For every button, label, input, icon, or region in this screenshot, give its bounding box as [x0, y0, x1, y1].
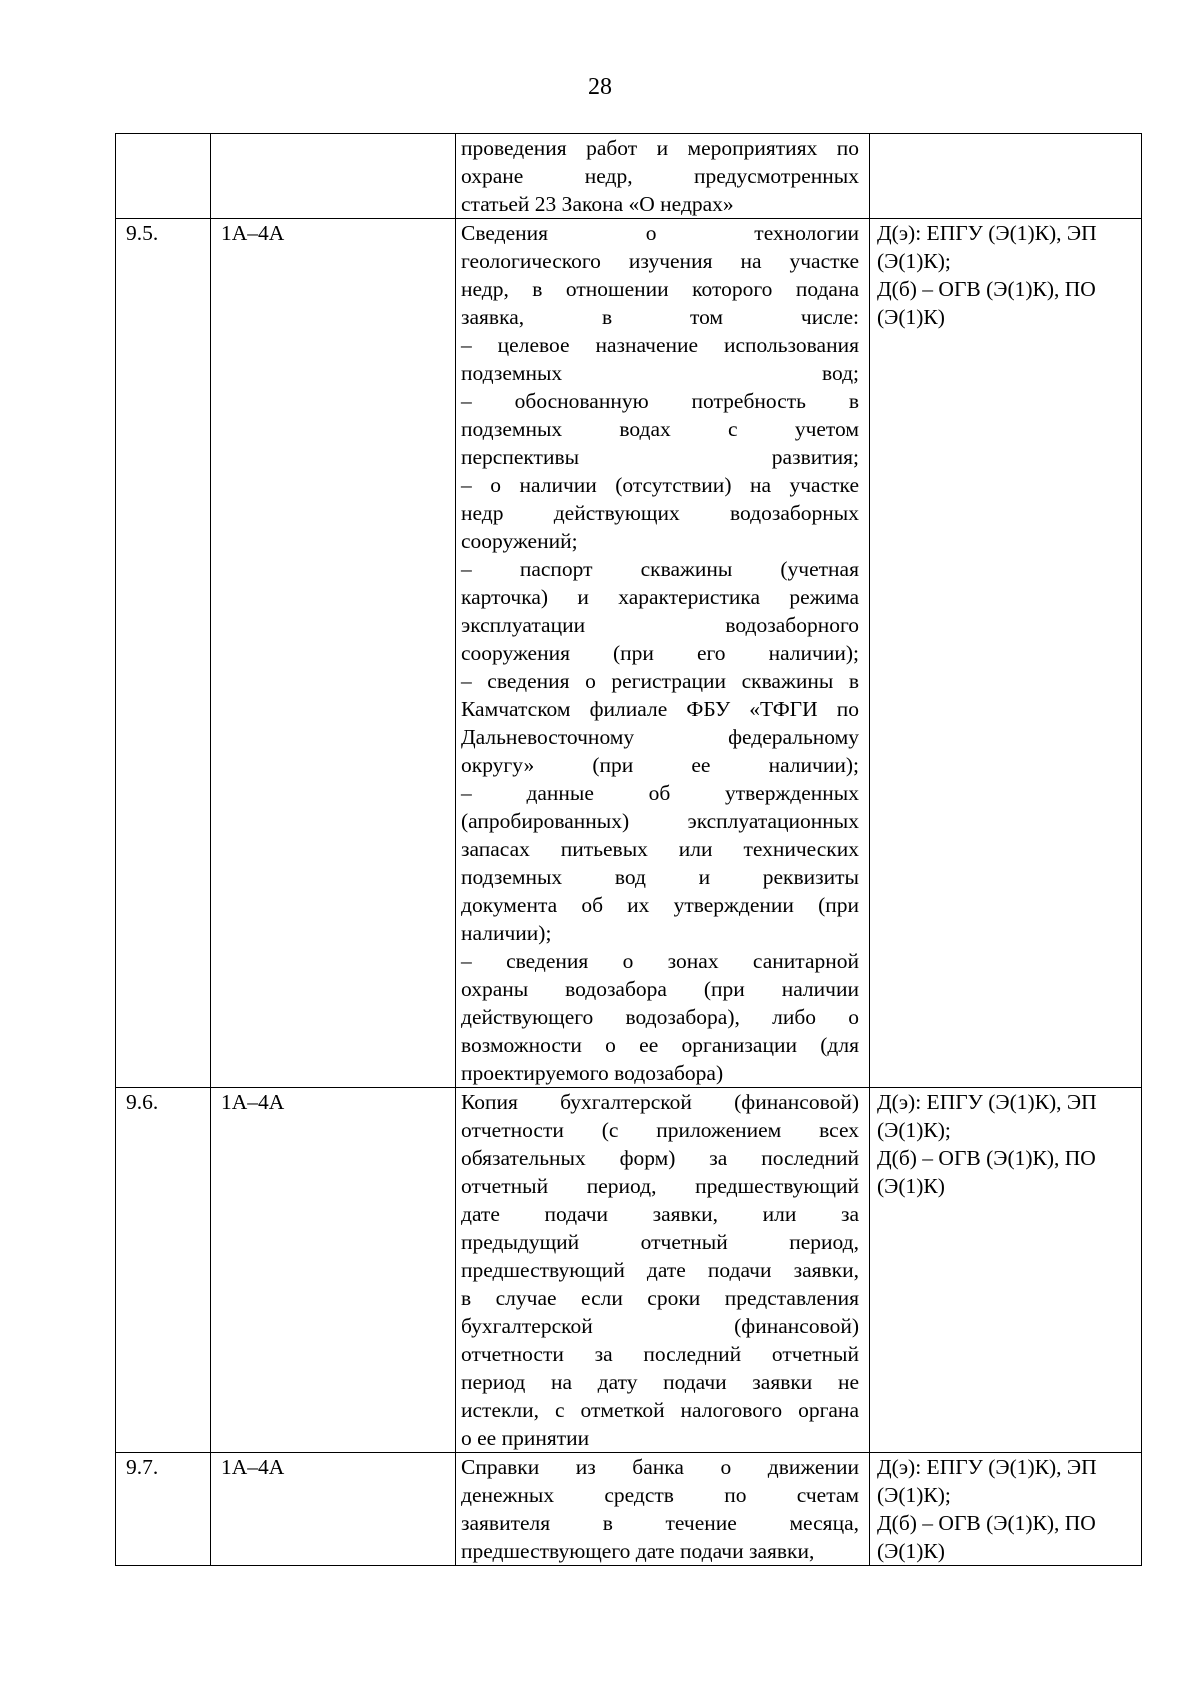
submission-form-line: Д(э): ЕПГУ (Э(1)К), ЭП [877, 1455, 1097, 1479]
category-cell: 1А–4А [211, 1453, 456, 1566]
description-cell [456, 219, 870, 1088]
description-line: охране недр, предусмотренных [461, 164, 859, 188]
description-line: заявителя в течение месяца, [461, 1511, 859, 1535]
description-line: статьей 23 Закона «О недрах» [461, 192, 734, 216]
description-line: бухгалтерской (финансовой) [461, 1314, 859, 1338]
submission-form-line: (Э(1)К); [877, 1483, 951, 1507]
description-line: возможности о ее организации (для [461, 1033, 859, 1057]
description-line: предшествующего дате подачи заявки, [461, 1539, 815, 1563]
submission-form-line: (Э(1)К); [877, 1118, 951, 1142]
description-line: отчетности за последний отчетный [461, 1342, 859, 1366]
submission-form-line: (Э(1)К); [877, 249, 951, 273]
requirements-table [115, 133, 1142, 1566]
description-cell [456, 1088, 870, 1453]
description-line: карточка) и характеристика режима [461, 585, 859, 609]
description-line: о ее принятии [461, 1426, 590, 1450]
description-line: сооружения (при его наличии); [461, 641, 859, 665]
description-line: Дальневосточному федеральному [461, 725, 859, 749]
description-line: подземных вод и реквизиты [461, 865, 859, 889]
row-number-cell: 9.7. [116, 1453, 211, 1566]
page-number: 28 [588, 74, 612, 100]
description-line: наличии); [461, 921, 552, 945]
description-cell [456, 134, 870, 219]
description-line: недр действующих водозаборных [461, 501, 859, 525]
description-line: Справки из банка о движении [461, 1455, 859, 1479]
description-line: – паспорт скважины (учетная [461, 557, 859, 581]
description-line: денежных средств по счетам [461, 1483, 859, 1507]
submission-form-line: Д(э): ЕПГУ (Э(1)К), ЭП [877, 221, 1097, 245]
description-line: проведения работ и мероприятиях по [461, 136, 859, 160]
table-row [116, 219, 1142, 1088]
category-cell: 1А–4А [211, 219, 456, 1088]
submission-form-cell [870, 1088, 1142, 1453]
submission-form-line: (Э(1)К) [877, 1539, 945, 1563]
submission-form-line: Д(б) – ОГВ (Э(1)К), ПО [877, 1511, 1096, 1535]
row-number-cell [116, 134, 211, 219]
submission-form-cell [870, 219, 1142, 1088]
description-line: охраны водозабора (при наличии [461, 977, 859, 1001]
description-line: – сведения о регистрации скважины в [461, 669, 859, 693]
table-row [116, 1453, 1142, 1566]
submission-form-line: (Э(1)К) [877, 1174, 945, 1198]
table-row [116, 1088, 1142, 1453]
category-cell: 1А–4А [211, 1088, 456, 1453]
description-line: геологического изучения на участке [461, 249, 859, 273]
description-line: (апробированных) эксплуатационных [461, 809, 859, 833]
submission-form-line: Д(э): ЕПГУ (Э(1)К), ЭП [877, 1090, 1097, 1114]
description-line: округу» (при ее наличии); [461, 753, 859, 777]
description-line: истекли, с отметкой налогового органа [461, 1398, 859, 1422]
description-line: предыдущий отчетный период, [461, 1230, 859, 1254]
description-line: в случае если сроки представления [461, 1286, 859, 1310]
submission-form-line: Д(б) – ОГВ (Э(1)К), ПО [877, 1146, 1096, 1170]
table-body [116, 134, 1142, 1566]
description-line: дате подачи заявки, или за [461, 1202, 859, 1226]
submission-form-line: (Э(1)К) [877, 305, 945, 329]
description-line: обязательных форм) за последний [461, 1146, 859, 1170]
description-line: документа об их утверждении (при [461, 893, 859, 917]
description-line: – обоснованную потребность в [461, 389, 859, 413]
description-line: перспективы развития; [461, 445, 859, 469]
submission-form-cell [870, 1453, 1142, 1566]
description-line: Копия бухгалтерской (финансовой) [461, 1090, 859, 1114]
description-line: – о наличии (отсутствии) на участке [461, 473, 859, 497]
description-line: действующего водозабора), либо о [461, 1005, 859, 1029]
description-line: отчетный период, предшествующий [461, 1174, 859, 1198]
description-line: подземных вод; [461, 361, 859, 385]
table-row [116, 134, 1142, 219]
description-line: – целевое назначение использования [461, 333, 859, 357]
description-line: – сведения о зонах санитарной [461, 949, 859, 973]
description-line: Сведения о технологии [461, 221, 859, 245]
description-line: Камчатском филиале ФБУ «ТФГИ по [461, 697, 859, 721]
row-number-cell: 9.6. [116, 1088, 211, 1453]
description-line: заявка, в том числе: [461, 305, 859, 329]
description-line: проектируемого водозабора) [461, 1061, 724, 1085]
description-line: сооружений; [461, 529, 578, 553]
description-line: эксплуатации водозаборного [461, 613, 859, 637]
submission-form-cell [870, 134, 1142, 219]
description-line: недр, в отношении которого подана [461, 277, 859, 301]
row-number-cell: 9.5. [116, 219, 211, 1088]
submission-form-line: Д(б) – ОГВ (Э(1)К), ПО [877, 277, 1096, 301]
description-line: отчетности (с приложением всех [461, 1118, 859, 1142]
description-line: запасах питьевых или технических [461, 837, 859, 861]
description-line: – данные об утвержденных [461, 781, 859, 805]
description-cell [456, 1453, 870, 1566]
description-line: предшествующий дате подачи заявки, [461, 1258, 859, 1282]
category-cell [211, 134, 456, 219]
description-line: период на дату подачи заявки не [461, 1370, 859, 1394]
description-line: подземных водах с учетом [461, 417, 859, 441]
